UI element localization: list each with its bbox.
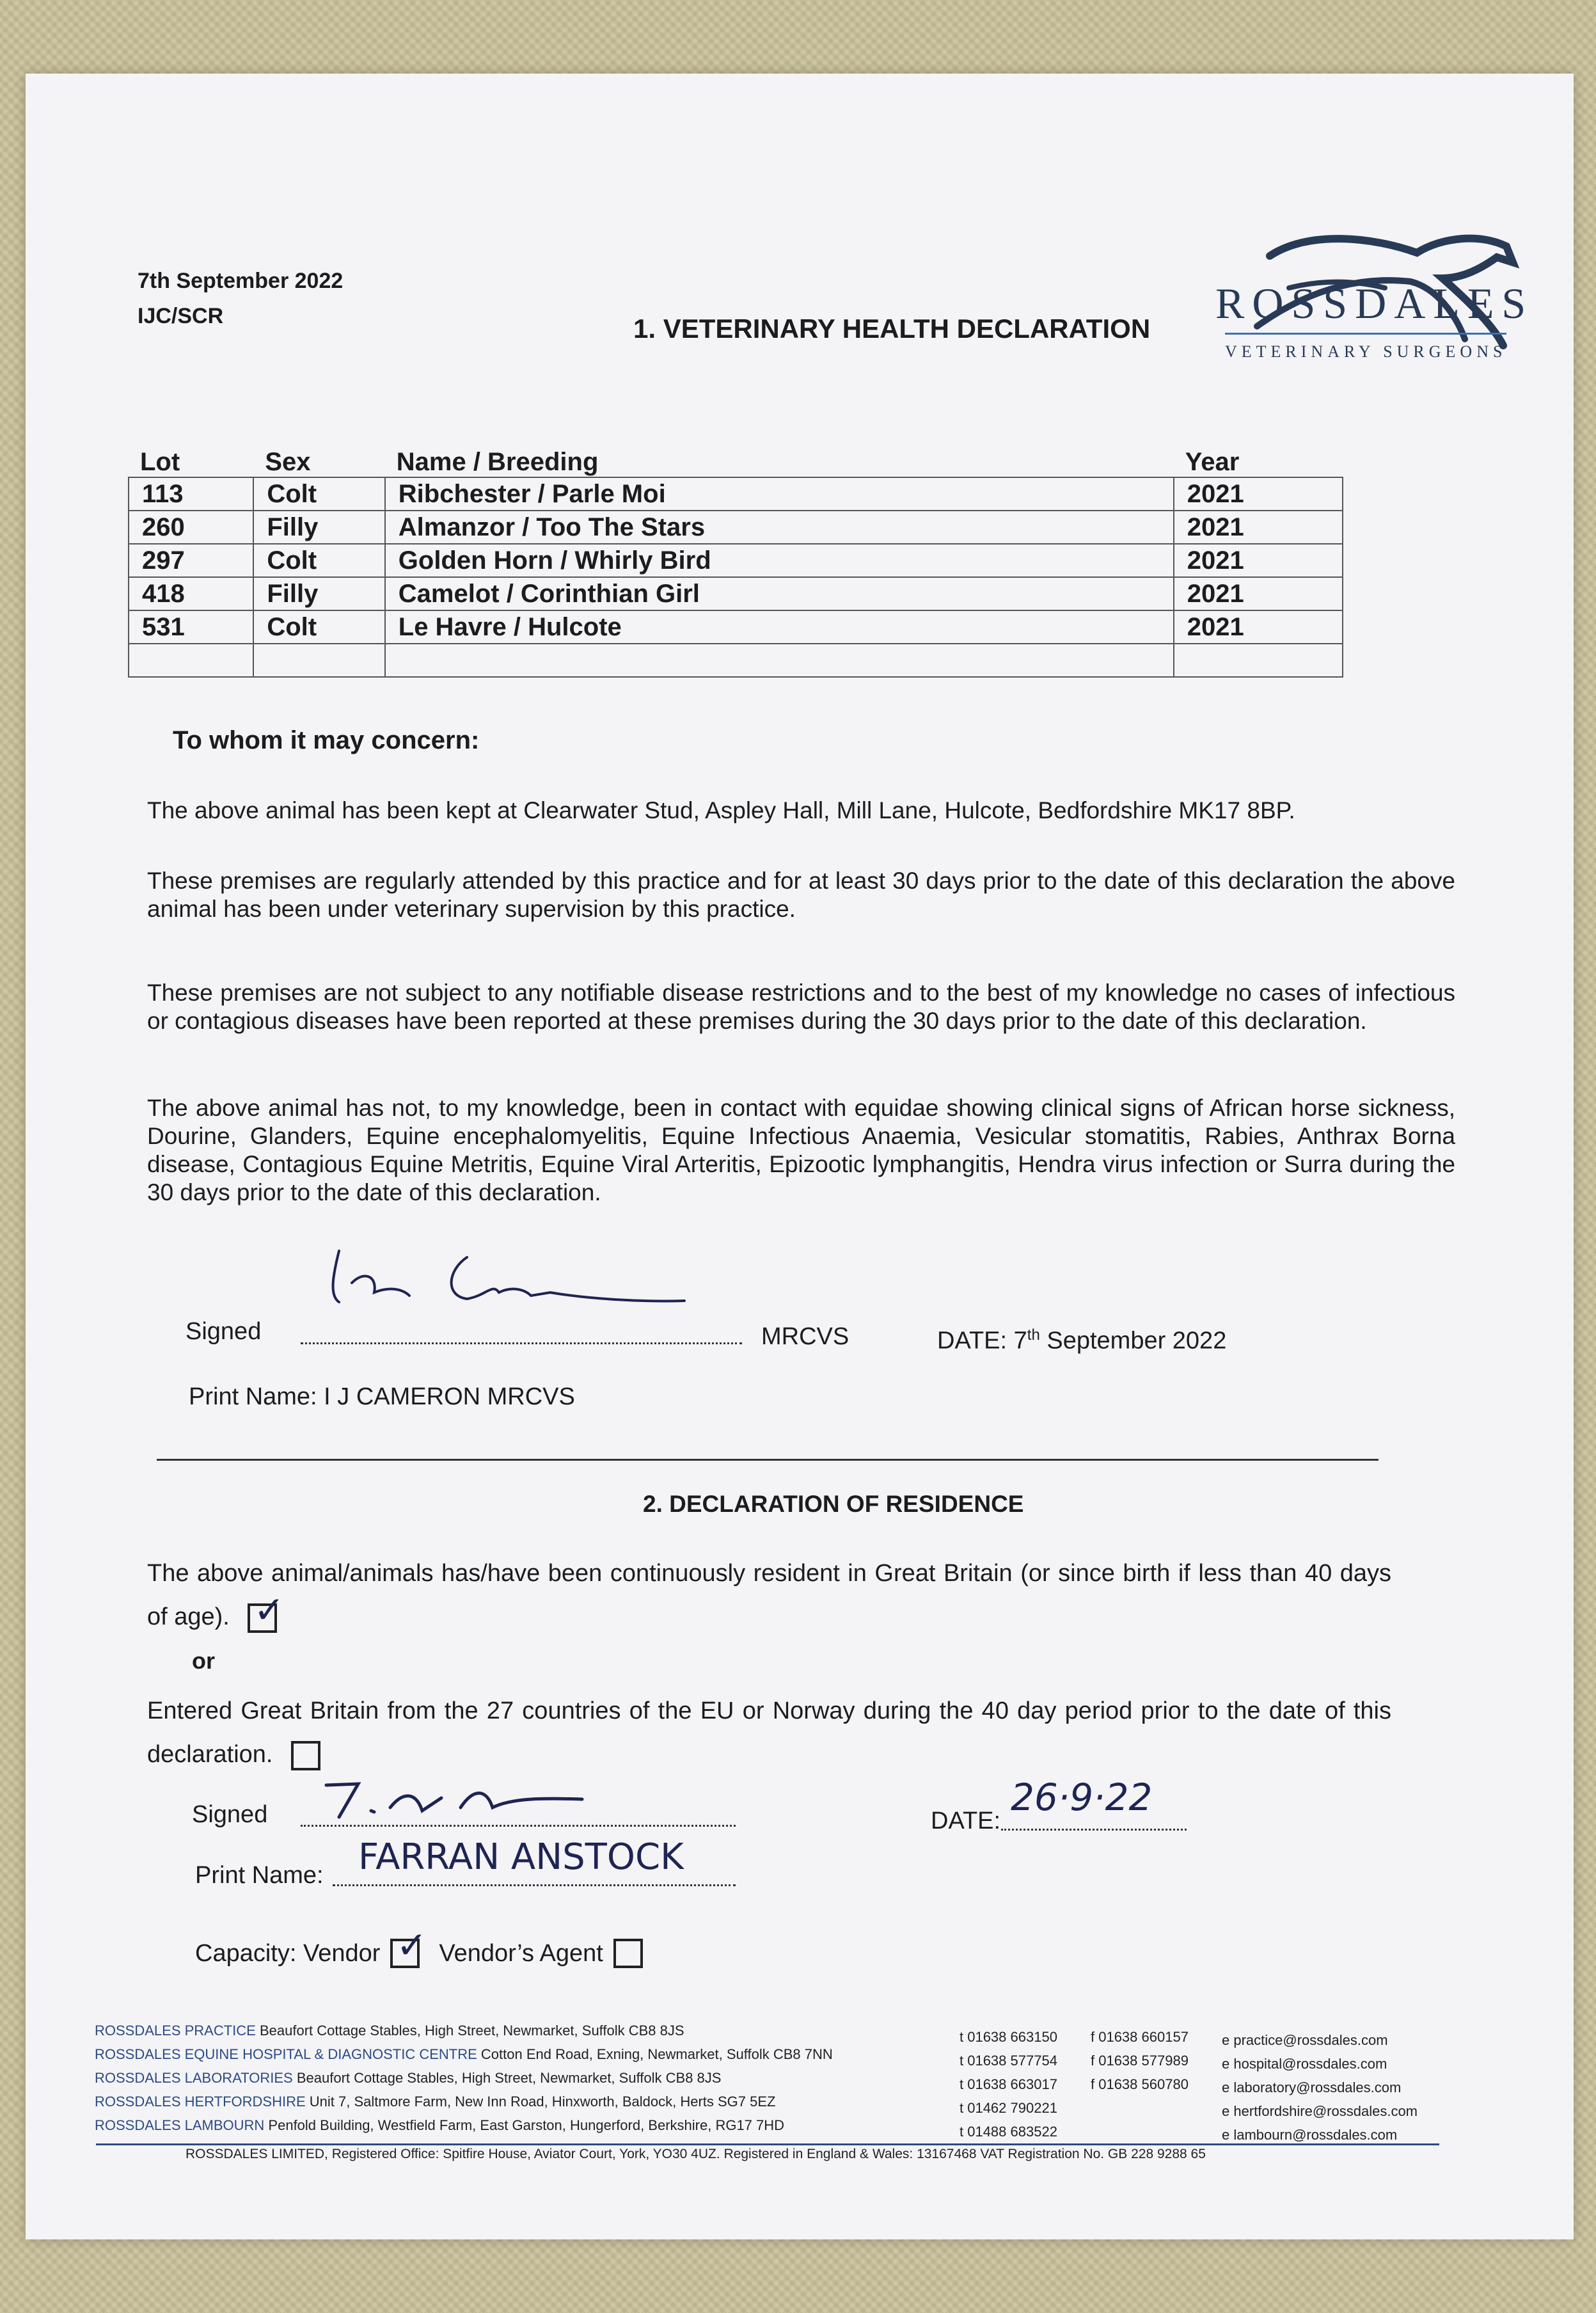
name-cell: Almanzor / Too The Stars — [385, 511, 1174, 544]
footer-addresses — [95, 2019, 965, 2137]
column-header: Name / Breeding — [396, 448, 599, 476]
table-row — [129, 477, 1343, 511]
letter-date: 7th September 2022 — [138, 269, 344, 293]
paragraph-kept-at: The above animal has been kept at Clearwater Stud, Aspley Hall, Mill Lane, Hulcote, Bedfordshire MK17 8BP. — [147, 797, 1295, 823]
year-cell: 2021 — [1174, 477, 1343, 511]
logo-subtitle: VETERINARY SURGEONS — [1225, 342, 1507, 361]
footer-line: ROSSDALES HERTFORDSHIRE Unit 7, Saltmore Farm, New Inn Road, Hinxworth, Baldock, Herts SG7 5EZ — [95, 2094, 776, 2110]
salutation: To whom it may concern: — [173, 726, 480, 754]
column-header: Sex — [265, 448, 311, 476]
table-row — [129, 610, 1343, 644]
paragraph-no-contact: The above animal has not, to my knowledge, been in contact with equidae showing clinical signs of African horse sickness, Dourine, Glanders, Equine encephalomyelitis, Equine Infectious Anaemia, Vesicular stomatitis, Rabies, Anthrax Borna disease, Contagious Equine Metritis, Equine Viral Arteritis, Epizootic lymphangitis, Hendra virus infection or Surra during the 30 days prior to the date of this declaration. — [147, 1095, 1455, 1205]
logo-divider — [1225, 333, 1506, 335]
seller-signature — [313, 1772, 608, 1830]
vet-print-name: Print Name: I J CAMERON MRCVS — [189, 1383, 575, 1410]
footer-line: ROSSDALES LAMBOURN Penfold Building, Westfield Farm, East Garston, Hungerford, Berkshire, RG17 7HD — [95, 2117, 785, 2133]
lot-cell: 297 — [129, 544, 253, 577]
vendor-agent-checkbox[interactable] — [613, 1939, 643, 1968]
sex-cell: Filly — [253, 511, 384, 544]
name-cell: Camelot / Corinthian Girl — [385, 577, 1174, 610]
lots-table — [128, 441, 1343, 678]
seller-signed-label: Signed — [192, 1801, 268, 1828]
letter-reference: IJC/SCR — [138, 304, 224, 328]
name-cell: Le Havre / Hulcote — [385, 610, 1174, 644]
sex-cell: Colt — [253, 544, 384, 577]
sex-cell: Colt — [253, 477, 384, 511]
year-cell: 2021 — [1174, 610, 1343, 644]
name-cell: Ribchester / Parle Moi — [385, 477, 1174, 511]
mrcvs-label: MRCVS — [761, 1323, 849, 1350]
checkmark-icon: ✓ — [396, 1925, 428, 1966]
seller-print-label: Print Name: — [195, 1862, 324, 1889]
table-row — [129, 577, 1343, 610]
capacity-row: Capacity: Vendor ✓ Vendor’s Agent — [195, 1939, 643, 1968]
or-separator: or — [192, 1648, 215, 1674]
lot-cell: 260 — [129, 511, 253, 544]
resident-checkbox[interactable] — [248, 1589, 285, 1633]
section-1-title: 1. VETERINARY HEALTH DECLARATION — [633, 314, 1151, 344]
footer-line: ROSSDALES LABORATORIES Beaufort Cottage Stables, High Street, Newmarket, Suffolk CB8 8JS — [95, 2070, 722, 2086]
entered-gb-checkbox[interactable] — [291, 1741, 320, 1770]
lot-cell: 418 — [129, 577, 253, 610]
year-cell: 2021 — [1174, 511, 1343, 544]
section-divider — [157, 1459, 1379, 1461]
vet-signature — [320, 1232, 691, 1315]
sex-cell: Colt — [253, 610, 384, 644]
paragraph-no-restrictions: These premises are not subject to any notifiable disease restrictions and to the best of my knowledge no cases of infectious or contagious diseases have been reported at these premises during the 30 days prior to the date of this declaration. — [147, 980, 1455, 1034]
checkmark-icon: ✓ — [253, 1589, 285, 1631]
vet-signature-line — [301, 1323, 742, 1344]
table-row-empty — [129, 644, 1343, 677]
name-cell: Golden Horn / Whirly Bird — [385, 544, 1174, 577]
footer-emails: e practice@rossdales.com e hospital@rossdales.com e laboratory@rossdales.com e hertfordshire@rossdales.com e lambourn@rossdales.com — [1222, 2032, 1418, 2143]
residence-option-2: Entered Great Britain from the 27 countries of the EU or Norway during the 40 day period prior to the date of this declaration. — [147, 1689, 1391, 1776]
table-row — [129, 511, 1343, 544]
seller-date-value: 26·9·22 — [1011, 1776, 1153, 1819]
footer-phones: t 01638 663150 t 01638 577754 t 01638 663017 t 01462 790221 t 01488 683522 — [960, 2029, 1057, 2140]
logo-wordmark: ROSSDALES — [1215, 279, 1534, 328]
footer-line: ROSSDALES EQUINE HOSPITAL & DIAGNOSTIC CENTRE Cotton End Road, Exning, Newmarket, Suffolk CB8 7NN — [95, 2046, 833, 2062]
table-row — [129, 544, 1343, 577]
table-header-row — [129, 441, 1343, 477]
lot-cell: 113 — [129, 477, 253, 511]
residence-option-1: The above animal/animals has/have been continuously resident in Great Britain (or since birth if less than 40 days of age). ✓ — [147, 1552, 1391, 1639]
year-cell: 2021 — [1174, 577, 1343, 610]
footer-line: ROSSDALES PRACTICE Beaufort Cottage Stables, High Street, Newmarket, Suffolk CB8 8JS — [95, 2023, 684, 2039]
vendor-checkbox[interactable] — [390, 1925, 428, 1968]
footer-divider — [96, 2143, 1439, 2145]
vet-signed-label: Signed — [186, 1318, 262, 1345]
column-header: Year — [1185, 448, 1240, 476]
sex-cell: Filly — [253, 577, 384, 610]
seller-print-value: FARRAN ANSTOCK — [358, 1836, 684, 1878]
footer-registered-office: ROSSDALES LIMITED, Registered Office: Spitfire House, Aviator Court, York, YO30 4UZ. Registered in England & Wales: 13167468 VAT Registration No. GB 228 9288 65 — [186, 2147, 1206, 2161]
seller-date-label: DATE: — [931, 1808, 1001, 1834]
lot-cell: 531 — [129, 610, 253, 644]
footer-faxes: f 01638 660157 f 01638 577989 f 01638 560780 — [1091, 2029, 1189, 2092]
column-header: Lot — [140, 448, 180, 476]
paragraph-supervision: These premises are regularly attended by this practice and for at least 30 days prior to the date of this declaration the above animal has been under veterinary supervision by this practice. — [147, 868, 1455, 922]
section-2-title: 2. DECLARATION OF RESIDENCE — [643, 1491, 1024, 1517]
year-cell: 2021 — [1174, 544, 1343, 577]
vet-declaration-date: DATE: 7th September 2022 — [937, 1326, 1227, 1355]
